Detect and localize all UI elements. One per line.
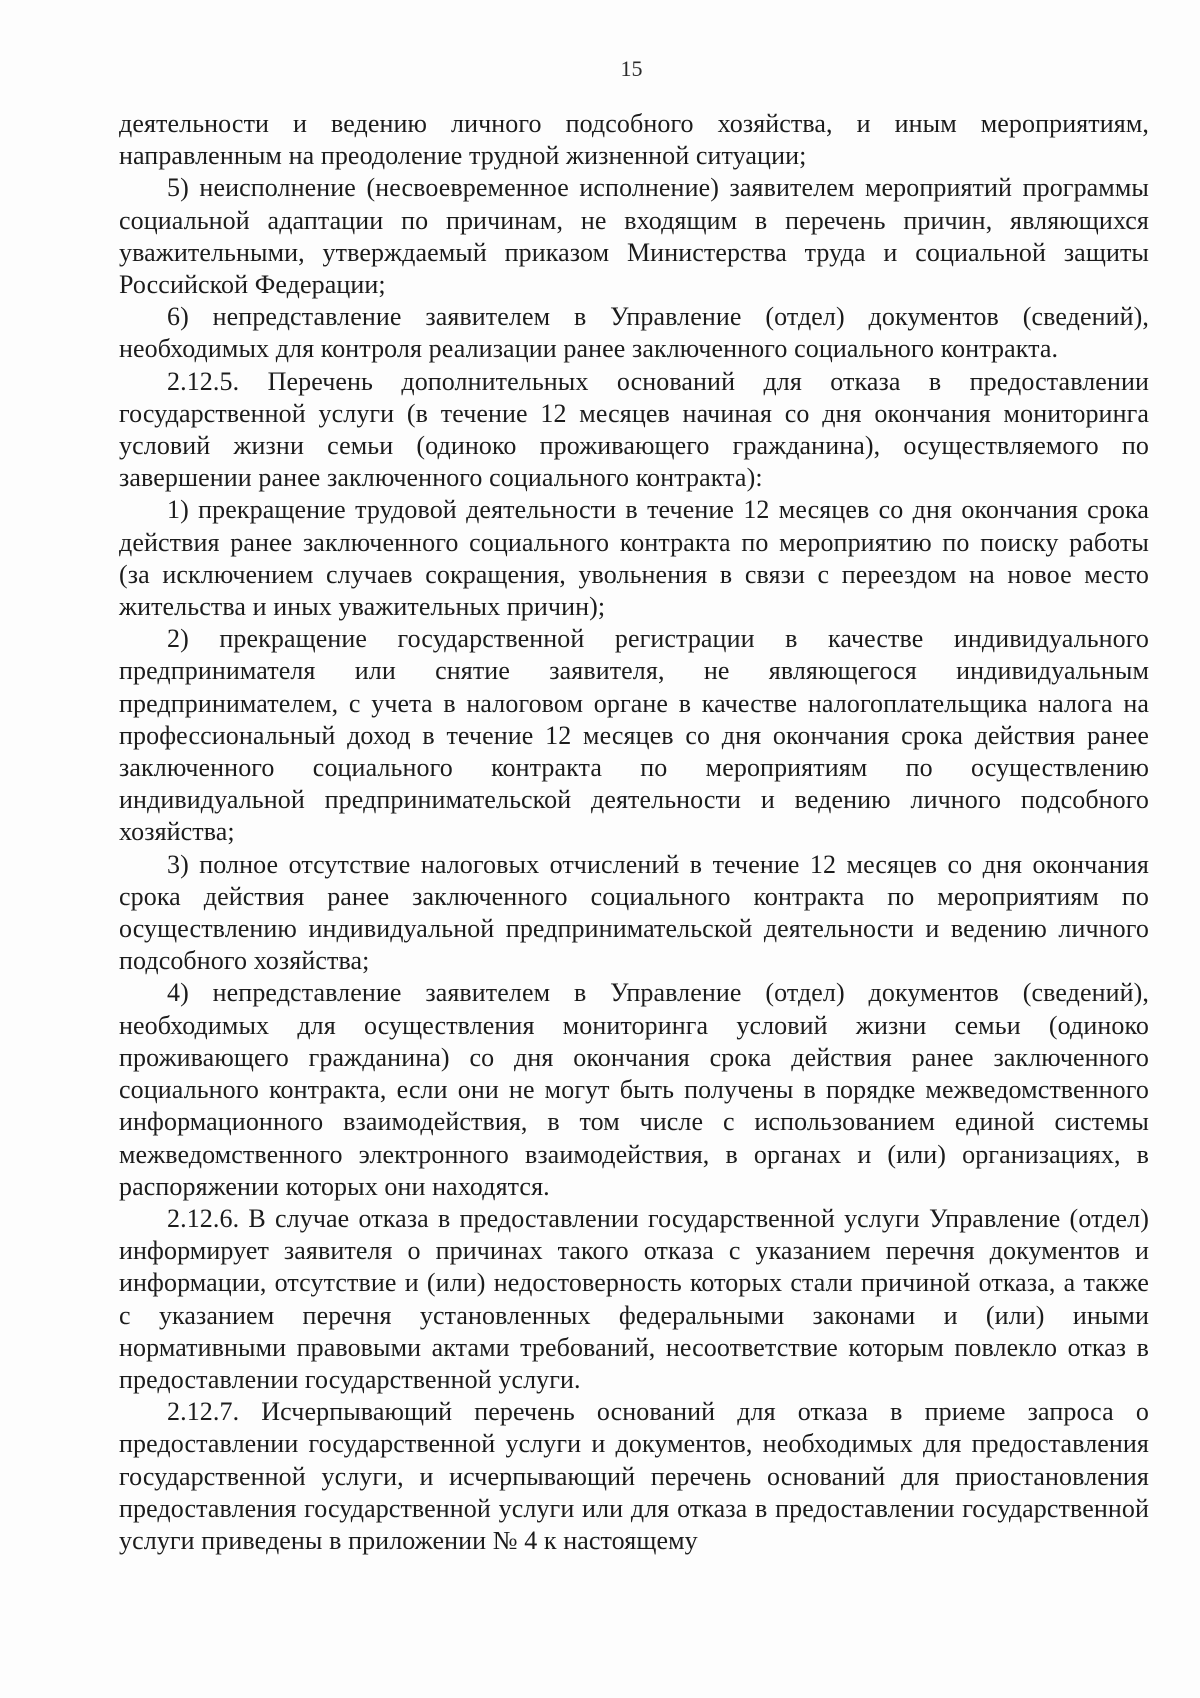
paragraph-2-12-5: 2.12.5. Перечень дополнительных оснований для отказа в предоставлении государственной услуги (в течение 12 месяцев начиная со дня окончания мониторинга условий жизни семьи (одиноко проживающего гражданина), осуществляемого по завершении ранее заключенного социального контракта): (119, 366, 1149, 493)
paragraph-sub-item-3: 3) полное отсутствие налоговых отчислений в течение 12 месяцев со дня окончания срока действия ранее заключенного социального контракта по мероприятиям по осуществлению индивидуальной предпринимательской деятельности и ведению личного подсобного хозяйства; (119, 849, 1149, 976)
paragraph-2-12-6: 2.12.6. В случае отказа в предоставлении государственной услуги Управление (отдел) информирует заявителя о причинах такого отказа с указанием перечня документов и информации, отсутствие и (или) недостоверность которых стали причиной отказа, а также с указанием перечня установленных федеральными законами и (или) иными нормативными правовыми актами требований, несоответствие которым повлекло отказ в предоставлении государственной услуги. (119, 1203, 1149, 1394)
paragraph-item-6: 6) непредставление заявителем в Управление (отдел) документов (сведений), необходимых для контроля реализации ранее заключенного социального контракта. (119, 302, 1149, 364)
paragraph-item-5: 5) неисполнение (несвоевременное исполнение) заявителем мероприятий программы социальной адаптации по причинам, не входящим в перечень причин, являющихся уважительными, утверждаемый приказом Министерства труда и социальной защиты Российской Федерации; (119, 173, 1149, 300)
paragraph-sub-item-1: 1) прекращение трудовой деятельности в течение 12 месяцев со дня окончания срока действия ранее заключенного социального контракта по мероприятию по поиску работы (за исключением случаев сокращения, увольнения в связи с переездом на новое место жительства и иных уважительных причин); (119, 495, 1149, 622)
paragraph-2-12-7: 2.12.7. Исчерпывающий перечень оснований для отказа в приеме запроса о предоставлении государственной услуги и документов, необходимых для предоставления государственной услуги, и исчерпывающий перечень оснований для приостановления предоставления государственной услуги или для отказа в предоставлении государственной услуги приведены в приложении № 4 к настоящему (119, 1397, 1149, 1555)
paragraph-sub-item-2: 2) прекращение государственной регистрации в качестве индивидуального предпринимателя или снятие заявителя, не являющегося индивидуальным предпринимателем, с учета в налоговом органе в качестве налогоплательщика налога на профессиональный доход в течение 12 месяцев со дня окончания срока действия ранее заключенного социального контракта по мероприятиям по осуществлению индивидуальной предпринимательской деятельности и ведению личного подсобного хозяйства; (119, 624, 1149, 847)
page-number: 15 (620, 56, 643, 81)
paragraph-continuation: деятельности и ведению личного подсобного хозяйства, и иным мероприятиям, направленным на преодоление трудной жизненной ситуации; (119, 109, 1149, 171)
document-body (119, 108, 1149, 1557)
paragraph-sub-item-4: 4) непредставление заявителем в Управление (отдел) документов (сведений), необходимых для осуществления мониторинга условий жизни семьи (одиноко проживающего гражданина) со дня окончания срока действия ранее заключенного социального контракта, если они не могут быть получены в порядке межведомственного информационного взаимодействия, в том числе с использованием единой системы межведомственного электронного взаимодействия, в органах и (или) организациях, в распоряжении которых они находятся. (119, 978, 1149, 1201)
